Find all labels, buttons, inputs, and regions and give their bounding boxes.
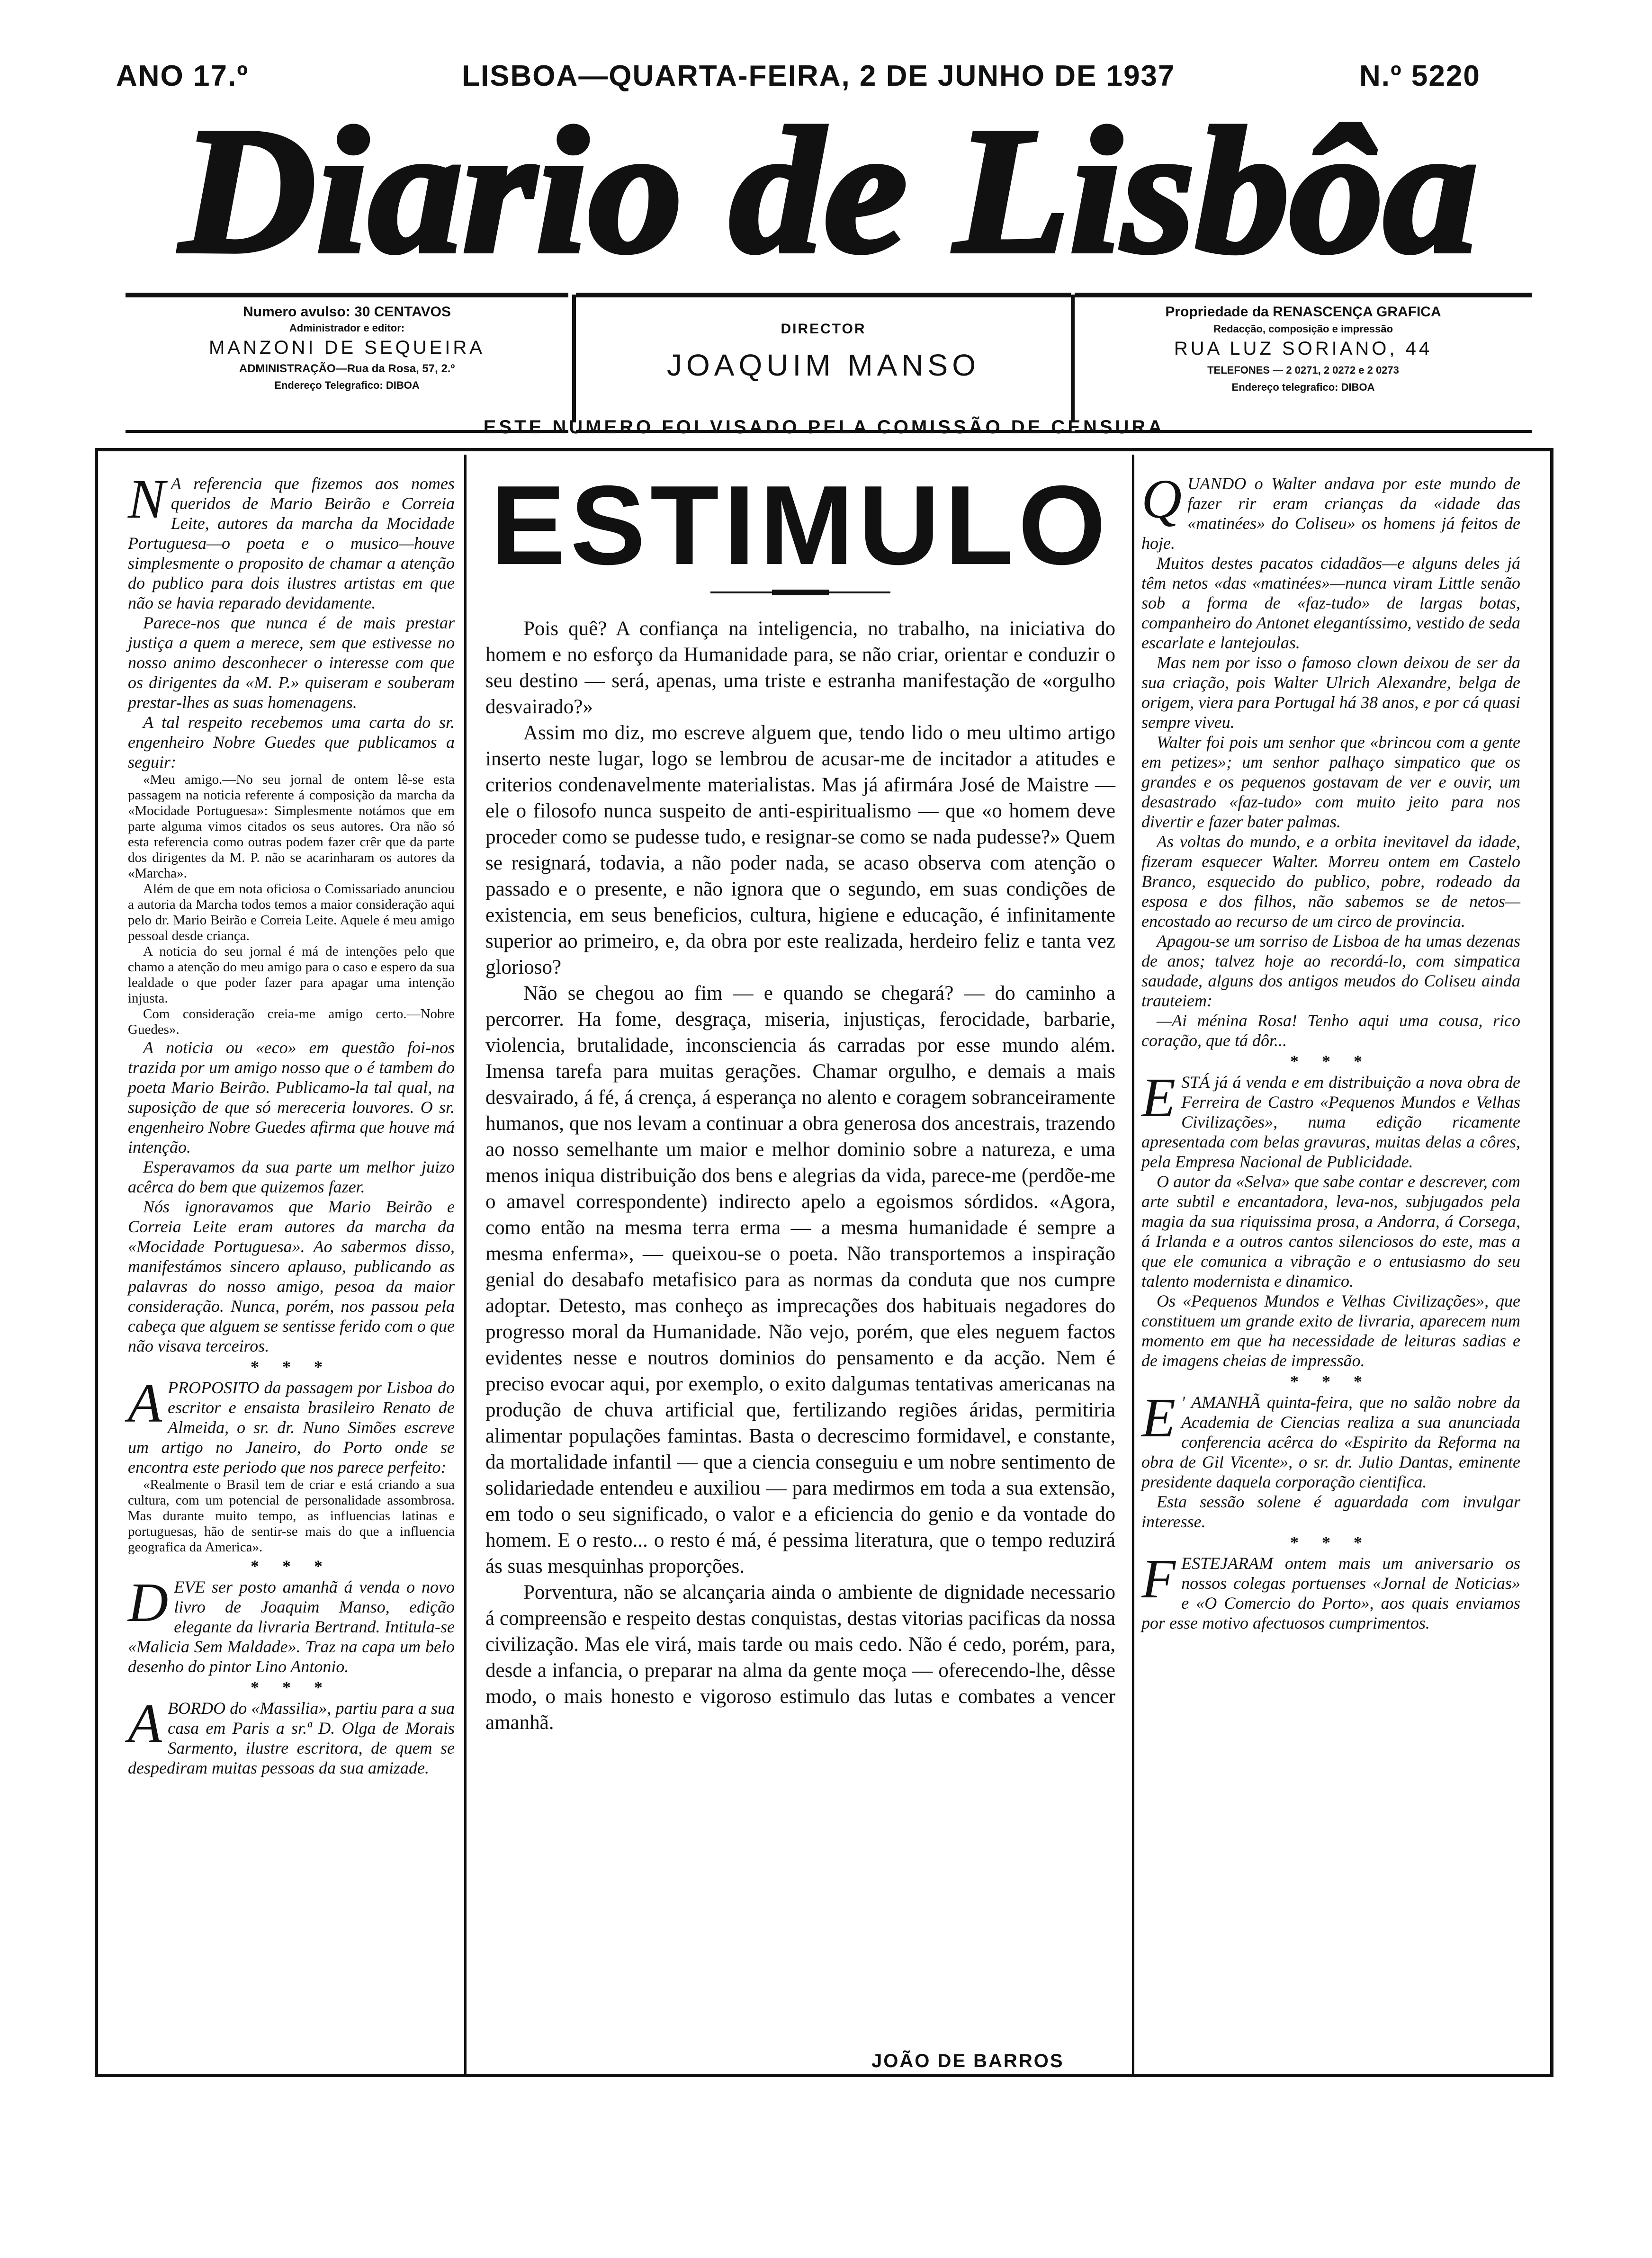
paragraph-text: Os «Pequenos Mundos e Velhas Civilizações», que constituem um grande exito de livraria, aparecem num momento em que ha necessidade de leituras sadias e de imagens cheias de impressão. bbox=[1141, 1291, 1520, 1370]
article-paragraph: Não se chegou ao fim — e quando se chegará? — do caminho a percorrer. Ha fome, desgraça, miseria, injustiças, ferocidade, barbarie, violencia, brutalidade, inconsciencia ás carradas por esse mundo além. Imensa tarefa para muitas gerações. Chamar orgulho, e demais a mais desvairado, á fé, á crença, á esperança no alento e coragem sobranceiramente humanos, que nos levam a continuar a obra generosa dos ancestrais, trazendo ao nosso semelhante um maior e melhor dominio sobre a natureza, e uma menos iniqua distribuição dos bens e alegrias da vida, parece-me (perdõe-me o amavel correspondente) indirecto apelo a egoismos sórdidos. «Agora, como então na mesma terra erma — a mesma humanidade é sempre a mesma enferma», — queixou-se o poeta. Não transportemos a inspiração genial do desabafo metafisico para as normas da conduta que nos cumpre adoptar. Detesto, mas conheço as imprecações dos habituais negadores do progresso moral da Humanidade. Não vejo, porém, que eles neguem factos evidentes nesse e noutros dominios do pensamento e da acção. Nem é preciso evocar aqui, por exemplo, o exito dalgumas tentativas americanas na produção de chuva artificial que, fertilizando regiões áridas, permitiria alimentar populações famintas. Basta o decrescimo formidavel, e constante, da mortalidade infantil — que a ciencia conseguiu e um nobre sentimento de solidariedade entendeu e auxiliou — para medirmos em toda a sua extensão, em todo o seu significado, o valor e a eficiencia do genio e da vontade do homem. E o resto... o resto é má, é pessima literatura, que o tempo reduzirá ás suas mesquinhas proporções. bbox=[485, 982, 1115, 1577]
column-paragraph bbox=[1141, 1291, 1520, 1371]
drop-cap: D bbox=[128, 1571, 169, 1633]
editor-name: MANZONI DE SEQUEIRA bbox=[209, 337, 485, 358]
quoted-letter-paragraph bbox=[128, 1477, 455, 1555]
article-paragraph: Porventura, não se alcançaria ainda o ambiente de dignidade necessario á compreensão e respeito destas conquistas, destas vitorias pacificas da nossa civilização. Mas ele virá, mais tarde ou mais cedo. Não é cedo, porém, para, desde a infancia, o preparar na alma da gente moça — oferecendo-lhe, dêsse modo, o mais honesto e vigoroso estimulo das lutas e combates a vencer amanhã. bbox=[485, 1581, 1115, 1734]
quoted-letter-paragraph bbox=[128, 944, 455, 1006]
drop-cap: N bbox=[128, 468, 165, 530]
column-paragraph bbox=[1141, 832, 1520, 931]
director-label: DIRECTOR bbox=[781, 321, 866, 337]
column-paragraph bbox=[1141, 468, 1520, 553]
paragraph-text: Parece-nos que nunca é de mais prestar justiça a quem a merece, sem que estivesse no nosso animo desconhecer o interesse com que os dirigentes da «M. P.» quiseram e souberam prestar-lhes as suas homenagens. bbox=[128, 613, 455, 712]
divider bbox=[572, 295, 576, 422]
paragraph-text: Apagou-se um sorriso de Lisboa de ha umas dezenas de anos; talvez hoje ao recordá-lo, com simpatica saudade, alguns dos antigos meudos do Coliseu ainda trauteiem: bbox=[1141, 932, 1520, 1010]
right-column bbox=[1141, 468, 1520, 1633]
address: RUA LUZ SORIANO, 44 bbox=[1174, 338, 1433, 359]
dateline: LISBOA—QUARTA-FEIRA, 2 DE JUNHO DE 1937 bbox=[462, 60, 1176, 92]
paragraph-text: EVE ser posto amanhã á venda o novo livro de Joaquim Manso, edição elegante da livraria Bertrand. Intitula-se «Malicia Sem Maldade». Traz na capa um belo desenho do pintor Lino Antonio. bbox=[128, 1577, 455, 1676]
column-paragraph bbox=[128, 1693, 455, 1778]
masthead-logo bbox=[171, 95, 1487, 294]
article-paragraph: Pois quê? A confiança na inteligencia, no trabalho, na iniciativa do homem e no esforço da Humanidade para, se não criar, orientar e conduzir o seu destino — será, apenas, uma triste e estranha manifestação de «orgulho desvairado?» bbox=[485, 618, 1115, 718]
telegraph-right: Endereço telegrafico: DIBOA bbox=[1231, 381, 1375, 393]
paragraph-text: Com consideração creia-me amigo certo.—Nobre Guedes». bbox=[128, 1006, 455, 1037]
paragraph-text: Além de que em nota oficiosa o Comissariado anunciou a autoria da Marcha todos temos a maior consideração aqui pelo dr. Mario Beirão e Correia Leite. Aquele é meu amigo pessoal desde criança. bbox=[128, 881, 455, 943]
column-paragraph bbox=[128, 1372, 455, 1477]
section-separator: * * * bbox=[1290, 1533, 1372, 1552]
column-paragraph bbox=[128, 468, 455, 613]
info-box-center bbox=[576, 293, 1071, 433]
paragraph-text: A noticia ou «eco» em questão foi-nos trazida por um amigo nosso que o é tambem do poeta Mario Beirão. Publicamo-la tal qual, na suposição de que só mereceria louvores. O sr. engenheiro Nobre Guedes afirma que houve má intenção. bbox=[128, 1038, 455, 1156]
drop-cap: Q bbox=[1141, 468, 1182, 530]
article-title: ESTIMULO bbox=[490, 463, 1111, 588]
phones: TELEFONES — 2 0271, 2 0272 e 2 0273 bbox=[1207, 364, 1399, 376]
column-paragraph bbox=[1141, 1387, 1520, 1492]
paragraph-text: BORDO do «Massilia», partiu para a sua casa em Paris a sr.ª D. Olga de Morais Sarmento, ilustre escritora, de quem se despediram muitas pessoas da sua amizade. bbox=[128, 1699, 455, 1777]
column-paragraph bbox=[128, 1571, 455, 1676]
year-label: ANO 17.º bbox=[116, 60, 249, 92]
column-paragraph bbox=[1141, 1492, 1520, 1532]
section-separator: * * * bbox=[251, 1557, 332, 1576]
director-name: JOAQUIM MANSO bbox=[666, 348, 980, 382]
quoted-letter-paragraph bbox=[128, 881, 455, 944]
paragraph-text: Walter foi pois um senhor que «brincou com a gente em petizes»; um senhor palhaço simpatico que os grandes e os pequenos gostavam de ver e ouvir, um desastrado «faz-tudo» com muito jeito para nos divertir e fazer bater palmas. bbox=[1141, 733, 1520, 831]
paragraph-text: ' AMANHÃ quinta-feira, que no salão nobre da Academia de Ciencias realiza a sua anunciada conferencia acêrca do «Espirito da Reforma na obra de Gil Vicente», o sr. dr. Julio Dantas, eminente presidente daquela corporação cientifica. bbox=[1141, 1393, 1520, 1491]
column-paragraph bbox=[1141, 1172, 1520, 1291]
paragraph-text: Muitos destes pacatos cidadãos—e alguns deles já têm netos «das «matinées»—nunca viram Little senão sob a forma de «faz-tudo» de largas botas, companheiro do Antonet elegantíssimo, vestido de seda escarlate e lantejoulas. bbox=[1141, 554, 1520, 652]
column-paragraph bbox=[1141, 732, 1520, 832]
quoted-letter-paragraph bbox=[128, 1006, 455, 1038]
paragraph-text: «Realmente o Brasil tem de criar e está criando a sua cultura, com um potencial de personalidade assombrosa. Mas durante muito tempo, as influencias latinas e portuguesas, hão de sentir-se mais do que a influencia geografica da America». bbox=[128, 1477, 455, 1555]
info-box-left bbox=[126, 293, 568, 433]
paragraph-text: STÁ já á venda e em distribuição a nova obra de Ferreira de Castro «Pequenos Mundos e Velhas Civilizações», numa edição ricamente apresentada com belas gravuras, muitas delas a côres, pela Empresa Nacional de Publicidade. bbox=[1141, 1073, 1520, 1171]
paragraph-text: O autor da «Selva» que sabe contar e descrever, com arte subtil e encantadora, leva-nos, subjugados pela magia da sua riquissima prosa, a Andorra, á Corsega, á Irlanda e a outros cantos silenciosos do este, mas a que ele comunica a vibração e o entusiasmo do seu talento modernista e dinamico. bbox=[1141, 1172, 1520, 1290]
info-box-right bbox=[1075, 293, 1532, 433]
drop-cap: E bbox=[1141, 1066, 1176, 1129]
paragraph-text: Nós ignoravamos que Mario Beirão e Correia Leite eram autores da marcha da «Mocidade Portuguesa». Ao sabermos disso, manifestámos sincero aplauso, publicando as palavras do nosso amigo, pesoa da maior consideração. Nunca, porém, nos passou pela cabeça que alguem se sentisse ferido com o que não visava terceiros. bbox=[128, 1197, 455, 1355]
ownership: Propriedade da RENASCENÇA GRAFICA bbox=[1165, 304, 1441, 320]
column-paragraph bbox=[1141, 1548, 1520, 1633]
paragraph-text: Mas nem por isso o famoso clown deixou de ser da sua criação, pois Walter Ulrich Alexandre, belga de origem, viera para Portugal há 38 anos, e por cá quasi sempre viveu. bbox=[1141, 653, 1520, 732]
column-paragraph bbox=[128, 1197, 455, 1356]
column-paragraph bbox=[1141, 653, 1520, 732]
price: Numero avulso: 30 CENTAVOS bbox=[243, 304, 451, 320]
article-paragraph: Assim mo diz, mo escreve alguem que, tendo lido o meu ultimo artigo inserto neste lugar, logo se lembrou de acusar-me de incitador a atitudes e criterios condenavelmente materialistas. Mas já afirmára José de Maistre — ele o filosofo nunca suspeito de anti-espiritualismo — que «o homem deve proceder como se pudesse tudo, e resignar-se como se nada pudesse?» Quem se resignará, todavia, a não poder nada, se acaso observa com atenção o passado e o presente, e não ignora que o segundo, em suas condições de existencia, em seus beneficios, cultura, higiene e educação, é infinitamente superior ao primeiro, e, da obra por este realizada, herdeiro feliz e tanta vez glorioso? bbox=[485, 722, 1115, 978]
section-separator: * * * bbox=[251, 1357, 332, 1376]
column-paragraph bbox=[128, 1038, 455, 1157]
column-paragraph bbox=[1141, 553, 1520, 653]
section-separator: * * * bbox=[251, 1678, 332, 1697]
quoted-letter-paragraph bbox=[128, 772, 455, 881]
drop-cap: A bbox=[128, 1372, 162, 1434]
paragraph-text: UANDO o Walter andava por este mundo de fazer rir eram crianças da «idade das «matinées» do Coliseu» os homens já feitos de hoje. bbox=[1141, 474, 1520, 553]
section-separator: * * * bbox=[1290, 1052, 1372, 1071]
drop-cap: A bbox=[128, 1693, 162, 1755]
title-ornament-rule bbox=[710, 590, 890, 595]
column-paragraph bbox=[128, 1157, 455, 1197]
paragraph-text: Esperavamos da sua parte um melhor juizo acêrca do bem que quizemos fazer. bbox=[128, 1157, 455, 1196]
services: Redacção, composição e impressão bbox=[1213, 323, 1393, 335]
admin-address: ADMINISTRAÇÃO—Rua da Rosa, 57, 2.º bbox=[239, 362, 455, 375]
column-rule bbox=[464, 455, 467, 2074]
issue-number: N.º 5220 bbox=[1359, 60, 1481, 92]
divider bbox=[1071, 295, 1075, 422]
column-rule bbox=[1132, 455, 1134, 2074]
paragraph-text: Esta sessão solene é aguardada com invulgar interesse. bbox=[1141, 1492, 1520, 1531]
column-paragraph bbox=[1141, 1066, 1520, 1172]
paragraph-text: A referencia que fizemos aos nomes queridos de Mario Beirão e Correia Leite, autores da marcha da Mocidade Portuguesa—o poeta e o musico—houve simplesmente o proposito de chamar a atenção do publico para dois ilustres artistas em que não se havia reparado devidamente. bbox=[128, 474, 455, 612]
paragraph-text: As voltas do mundo, e a orbita inevitavel da idade, fizeram esquecer Walter. Morreu ontem em Castelo Branco, esquecido do publico, pobre, rodeado da esposa e dos filhos, não sabemos se de netos—encostado ao recurso de um circo de provincia. bbox=[1141, 832, 1520, 931]
paragraph-text: A noticia do seu jornal é má de intenções pelo que chamo a atenção do meu amigo para o caso e espero da sua lealdade o que poder fazer para apagar uma intenção injusta. bbox=[128, 944, 455, 1006]
paragraph-text: ESTEJARAM ontem mais um aniversario os nossos colegas portuenses «Jornal de Noticias» e «O Comercio do Porto», aos quais enviamos por esse motivo afectuosos cumprimentos. bbox=[1141, 1554, 1520, 1632]
left-column bbox=[128, 468, 455, 1778]
column-paragraph bbox=[128, 712, 455, 772]
censorship-notice: ESTE NUMERO FOI VISADO PELA COMISSÃO DE CENSURA bbox=[483, 417, 1165, 438]
paragraph-text: «Meu amigo.—No seu jornal de ontem lê-se esta passagem na noticia referente á composição da marcha da «Mocidade Portuguesa»: Simplesmente notámos que em parte alguma vimos citados os seus autores. Ora não só esta referencia como outras podem fazer crêr que da parte dos dirigentes da M. P. não se acarinharam os autores da «Marcha». bbox=[128, 772, 455, 881]
editor-role: Administrador e editor: bbox=[289, 322, 405, 334]
article-body bbox=[485, 616, 1115, 1736]
paragraph-text: A tal respeito recebemos uma carta do sr. engenheiro Nobre Guedes que publicamos a seguir: bbox=[128, 713, 455, 771]
section-separator: * * * bbox=[1290, 1372, 1372, 1391]
drop-cap: E bbox=[1141, 1387, 1176, 1449]
column-paragraph bbox=[1141, 1011, 1520, 1050]
telegraph-left: Endereço Telegrafico: DIBOA bbox=[274, 379, 420, 391]
masthead-title: Diario de Lisbôa bbox=[177, 95, 1478, 290]
paragraph-text: —Ai ménina Rosa! Tenho aqui uma cousa, rico coração, que tá dôr... bbox=[1141, 1011, 1520, 1050]
paragraph-text: PROPOSITO da passagem por Lisboa do escritor e ensaista brasileiro Renato de Almeida, o sr. dr. Nuno Simões escreve um artigo no Janeiro, do Porto onde se encontra este periodo que nos parece perfeito: bbox=[128, 1378, 455, 1477]
column-paragraph bbox=[1141, 931, 1520, 1011]
drop-cap: F bbox=[1141, 1548, 1176, 1610]
column-paragraph bbox=[128, 613, 455, 712]
article-author: JOÃO DE BARROS bbox=[871, 2051, 1064, 2071]
